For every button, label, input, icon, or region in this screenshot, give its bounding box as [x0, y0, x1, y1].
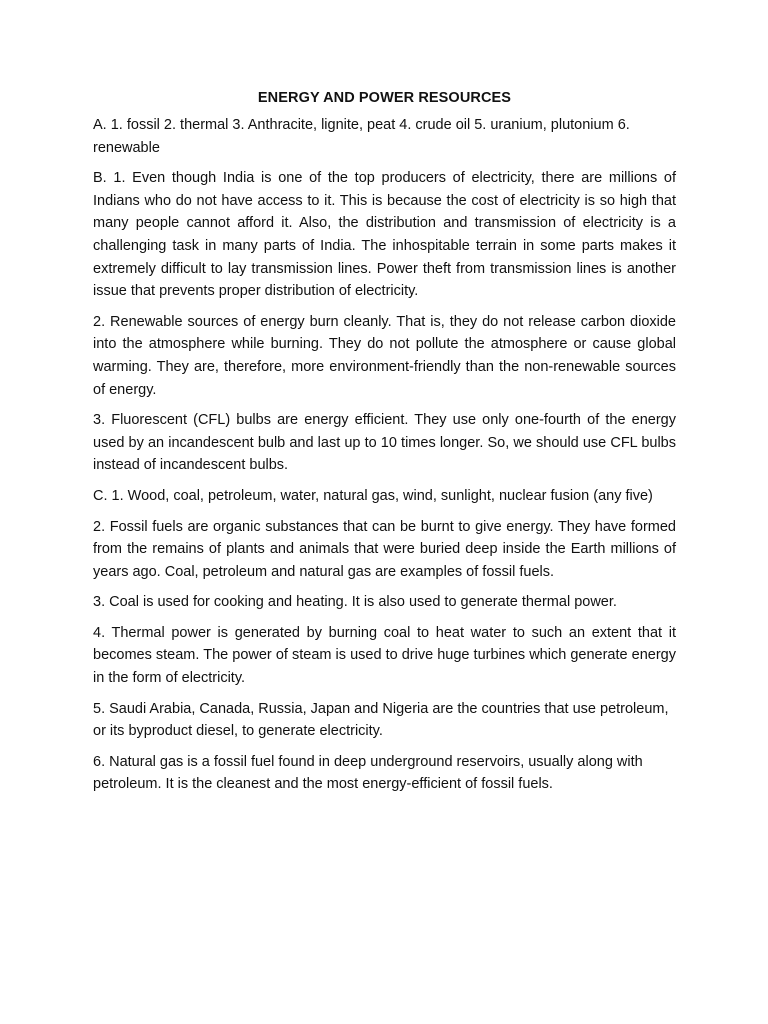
paragraph-b2: 2. Renewable sources of energy burn cleanly. That is, they do not release carbon dioxide into the atmosphere while burning. They do not pollute the atmosphere or cause global warming. They are, therefore, more environment-friendly than the non-renewable sources of energy.	[93, 313, 676, 398]
paragraph-c1: C. 1. Wood, coal, petroleum, water, natural gas, wind, sunlight, nuclear fusion (any five)	[93, 487, 653, 504]
document-page	[93, 90, 676, 804]
paragraph-b1: B. 1. Even though India is one of the top producers of electricity, there are millions of Indians who do not have access to it. This is because the cost of electricity is so high that many people cannot afford it. Also, the distribution and transmission of electricity is a challenging task in many parts of India. The inhospitable terrain in some parts makes it extremely difficult to lay transmission lines. Power theft from transmission lines is another issue that prevents proper distribution of electricity.	[93, 170, 676, 300]
paragraph-b3: 3. Fluorescent (CFL) bulbs are energy efficient. They use only one-fourth of the energy used by an incandescent bulb and last up to 10 times longer. So, we should use CFL bulbs instead of incandescent bulbs.	[93, 412, 676, 474]
paragraph-c3: 3. Coal is used for cooking and heating. It is also used to generate thermal power.	[93, 594, 617, 611]
document-title: ENERGY AND POWER RESOURCES	[257, 90, 512, 106]
paragraph-c6: 6. Natural gas is a fossil fuel found in deep underground reservoirs, usually along with petroleum. It is the cleanest and the most energy-efficient of fossil fuels.	[93, 753, 643, 793]
paragraph-section-a: A. 1. fossil 2. thermal 3. Anthracite, lignite, peat 4. crude oil 5. uranium, plutonium 6. renewable	[93, 117, 630, 156]
paragraph-c4: 4. Thermal power is generated by burning coal to heat water to such an extent that it becomes steam. The power of steam is used to drive huge turbines which generate energy in the form of electricity.	[93, 624, 676, 687]
paragraph-c2: 2. Fossil fuels are organic substances that can be burnt to give energy. They have formed from the remains of plants and animals that were buried deep inside the Earth millions of years ago. Coal, petroleum and natural gas are examples of fossil fuels.	[93, 518, 676, 580]
paragraph-c5: 5. Saudi Arabia, Canada, Russia, Japan and Nigeria are the countries that use petroleum, or its byproduct diesel, to generate electricity.	[93, 700, 669, 740]
